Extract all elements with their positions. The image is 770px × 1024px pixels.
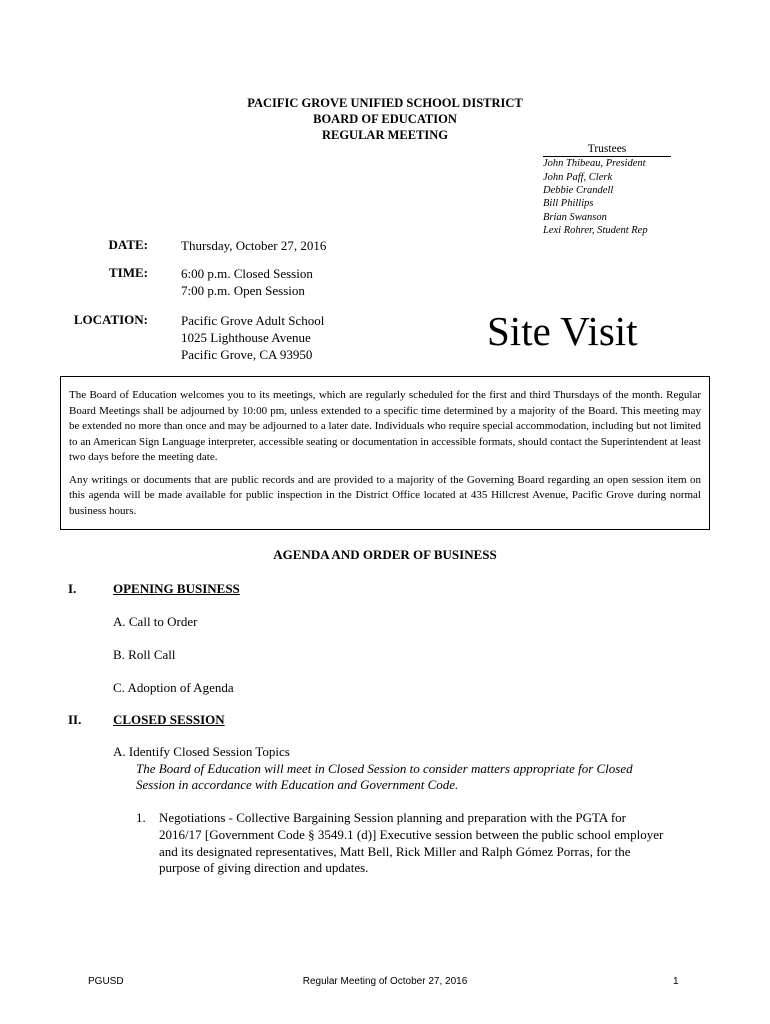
- trustee-name: John Thibeau, President: [543, 158, 646, 169]
- section-title: CLOSED SESSION: [113, 712, 225, 727]
- agenda-item: C. Adoption of Agenda: [113, 680, 234, 695]
- public-notice-box: [60, 376, 710, 530]
- location-street: 1025 Lighthouse Avenue: [181, 330, 311, 345]
- notice-paragraph: The Board of Education welcomes you to its meetings, which are regularly scheduled for the first and third Thursdays of the month. Regular Board Meetings shall be adjourned by 10:00 pm, unless extended to a specific time determined by a majority of the Board. This meeting may be extended no more than once and may be adjourned to a later date. Individuals who require special accommodation, including but not limited to an American Sign Language interpreter, accessible seating or documentation in accessible formats, should contact the Superintendent at least two days before the meeting date.: [69, 389, 701, 463]
- trustee-name: Brian Swanson: [543, 212, 607, 223]
- date-label: DATE:: [108, 237, 148, 252]
- footer-left: PGUSD: [88, 976, 124, 987]
- board-name: BOARD OF EDUCATION: [313, 112, 457, 126]
- sub-item-line: purpose of giving direction and updates.: [159, 860, 369, 875]
- notice-paragraph: Any writings or documents that are public records and are provided to a majority of the Governing Board regarding an open session item on this agenda will be made available for public inspection in the District Office located at 435 Hillcrest Avenue, Pacific Grove during normal business hours.: [69, 473, 701, 517]
- time-open-session: 7:00 p.m. Open Session: [181, 283, 305, 298]
- time-label: TIME:: [109, 265, 148, 280]
- trustee-name: John Paff, Clerk: [543, 172, 613, 183]
- agenda-item: A. Call to Order: [113, 614, 198, 629]
- trustees-heading: Trustees: [543, 143, 671, 157]
- trustee-name: Bill Phillips: [543, 198, 594, 209]
- trustee-name: Lexi Rohrer, Student Rep: [543, 225, 648, 236]
- location-label: LOCATION:: [73, 312, 148, 327]
- agenda-item: A. Identify Closed Session Topics: [113, 744, 290, 759]
- agenda-item-note: Session in accordance with Education and Government Code.: [136, 777, 459, 792]
- site-visit-stamp: Site Visit: [487, 308, 638, 354]
- meeting-type: REGULAR MEETING: [321, 128, 449, 142]
- agenda-item-note: The Board of Education will meet in Closed Session to consider matters appropriate for Closed: [136, 761, 633, 776]
- sub-item-number: 1.: [136, 810, 146, 825]
- agenda-title: AGENDA AND ORDER OF BUSINESS: [273, 547, 497, 562]
- location-city: Pacific Grove, CA 93950: [181, 347, 313, 362]
- time-closed-session: 6:00 p.m. Closed Session: [181, 266, 313, 281]
- sub-item-line: and its designated representatives, Matt Bell, Rick Miller and Ralph Gómez Porras, for the: [159, 844, 631, 859]
- section-title: OPENING BUSINESS: [113, 581, 240, 596]
- page-number: 1: [673, 976, 679, 987]
- sub-item-line: Negotiations - Collective Bargaining Session planning and preparation with the PGTA for: [159, 810, 626, 825]
- location-name: Pacific Grove Adult School: [181, 313, 325, 328]
- agenda-item: B. Roll Call: [113, 647, 176, 662]
- trustee-name: Debbie Crandell: [543, 185, 614, 196]
- sub-item-line: 2016/17 [Government Code § 3549.1 (d)] Executive session between the public school employer: [159, 827, 664, 842]
- date-value: Thursday, October 27, 2016: [181, 238, 327, 253]
- section-number: I.: [68, 581, 77, 596]
- section-number: II.: [68, 712, 82, 727]
- district-name: PACIFIC GROVE UNIFIED SCHOOL DISTRICT: [247, 96, 523, 110]
- footer-center: Regular Meeting of October 27, 2016: [302, 976, 468, 987]
